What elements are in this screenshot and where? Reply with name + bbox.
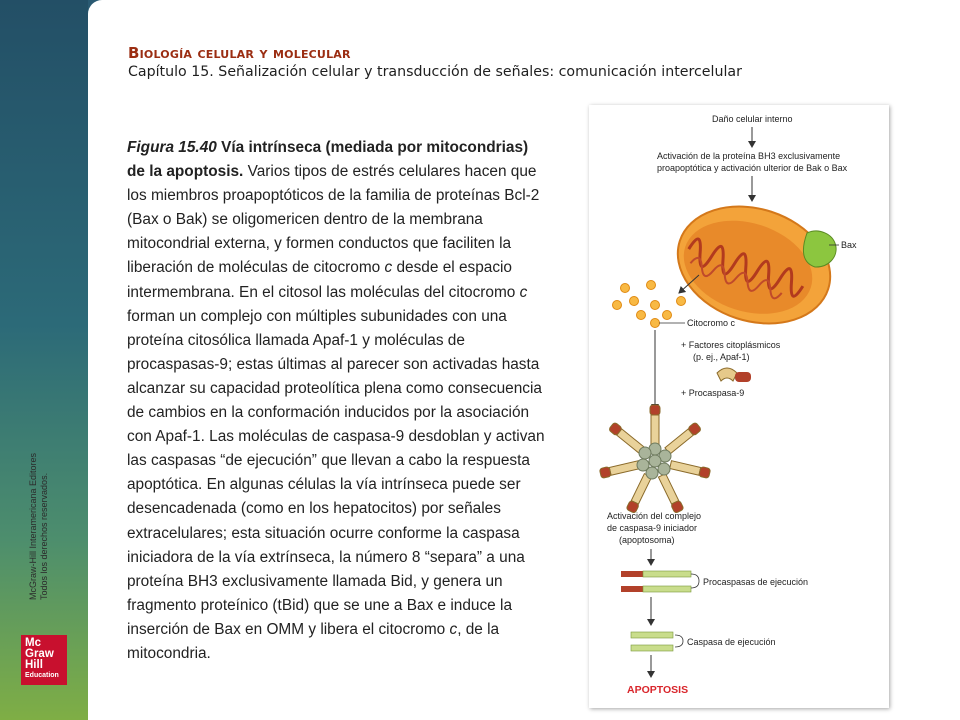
copyright-notice: [28, 453, 50, 600]
copyright-line-1: McGraw-Hill Interamericana Editores: [28, 452, 38, 600]
book-title: Biología celular y molecular: [128, 44, 351, 62]
label-complex-2: de caspasa-9 iniciador: [607, 523, 698, 533]
caption-text-4: , de la mitocondria.: [127, 620, 500, 662]
label-activation-1: Activación de la proteína BH3 exclusivamente: [657, 151, 841, 161]
caption-italic-c3: c: [449, 620, 458, 638]
caption-italic-c2: c: [519, 283, 528, 301]
label-activation-2: proapoptótica y activación ulterior de Bak o Bax: [657, 163, 848, 173]
caption-text-3: forman un complejo con múltiples subunidades con una proteína citosólica llamada Apaf-1 y moléculas de procaspasas-9; estas últimas al parecer son activadas hasta alcanzar su capacidad proteolítica plena como consecuencia de cambios en la conformación inducidos por la asociación con Apaf-1. Las moléculas de caspasa-9 desdoblan y activan las caspasas “de ejecución” que llevan a cabo la respuesta apoptótica. En algunas células la vía intrínseca puede ser desencadenada (como en los hepatocitos) por señales extracelulares; esta situación ocurre conforme la caspasa iniciadora de la vía extrínseca, la número 8 “separa” a una proteína BH3 exclusivamente llamada Bid, y genera un fragmento proteínico (tBid) que se une a Bax e induce la inserción de Bax en OMM y libera el citocromo: [127, 307, 545, 638]
procaspase-execution-icon: [621, 571, 691, 592]
label-factors-2: (p. ej., Apaf-1): [693, 352, 750, 362]
caption-italic-c1: c: [384, 259, 393, 277]
label-exec-caspase: Caspasa de ejecución: [687, 637, 776, 647]
mcgraw-hill-logo: [21, 635, 67, 685]
apoptosis-pathway-figure: [589, 105, 889, 708]
figure-label: Figura 15.40: [127, 139, 217, 156]
label-complex-1: Activación del complejo: [607, 511, 702, 521]
logo-line-education: Education: [25, 672, 59, 679]
label-cytochrome-c: Citocromo c: [687, 318, 736, 328]
figure-caption: [127, 136, 549, 666]
chapter-title: Capítulo 15. Señalización celular y transducción de señales: comunicación intercelular: [128, 64, 742, 80]
logo-line-hill: Hill: [25, 659, 43, 671]
apaf1-icon: [717, 368, 751, 382]
label-damage: Daño celular interno: [712, 114, 793, 124]
logo-line-mc: Mc: [25, 637, 41, 649]
sidebar: [0, 0, 88, 720]
caspase-execution-icon: [631, 632, 673, 651]
pathway-diagram: [589, 105, 889, 708]
bax-icon: [803, 231, 836, 267]
exec-pro-bracket: [691, 574, 699, 588]
cytochrome-c-icon: [613, 281, 686, 328]
label-bax: Bax: [841, 240, 857, 250]
caption-text-2: desde el espacio intermembrana. En el citosol las moléculas del citocromo: [127, 259, 520, 301]
label-exec-procaspases: Procaspasas de ejecución: [703, 577, 809, 587]
label-procaspase-9: + Procaspasa-9: [681, 388, 745, 398]
copyright-line-2: Todos los derechos reservados.: [39, 472, 49, 600]
slide-header: [128, 44, 948, 80]
caption-text-1: Varios tipos de estrés celulares hacen que los miembros proapoptóticos de la familia de proteínas Bcl-2 (Bax o Bak) se oligomericen dentro de la membrana mitocondrial externa, y formen conductos que faciliten la liberación de moléculas de citocromo: [127, 163, 540, 277]
label-factors-1: + Factores citoplásmicos: [681, 340, 781, 350]
exec-bracket: [675, 635, 683, 647]
apoptosome-icon: [599, 405, 710, 514]
logo-line-graw: Graw: [25, 648, 54, 660]
label-complex-3: (apoptosoma): [619, 535, 675, 545]
label-apoptosis: APOPTOSIS: [627, 684, 689, 696]
figure-title: Vía intrínseca (mediada por mitocondrias) de la apoptosis.: [127, 139, 529, 181]
